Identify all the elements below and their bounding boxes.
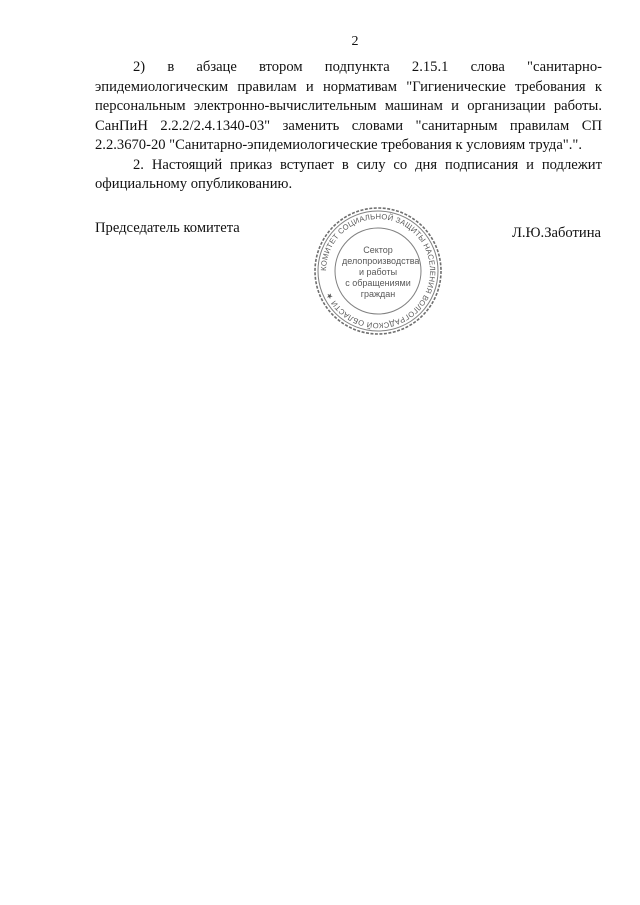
signatory-name: Л.Ю.Заботина (512, 225, 601, 241)
stamp-center-text (342, 245, 420, 300)
paragraph-amendment: 2) в абзаце втором подпункта 2.15.1 слова "санитарно-эпидемиологическим правилам и нормативам "Гигиенические требования к персональным электронно-вычислительным машинам и организации работы. СанПиН 2.2.2/2.4.1340-03" заменить словами "санитарным правилам СП 2.2.3670-20 "Санитарно-эпидемиологические требования к условиям труда".". (95, 59, 602, 153)
paragraph-effective-date: 2. Настоящий приказ вступает в силу со дня подписания и подлежит официальному опубликованию. (95, 156, 602, 192)
official-stamp (312, 205, 444, 337)
stamp-line: Сектор (363, 245, 393, 255)
stamp-line: граждан (360, 289, 396, 299)
stamp-line: и работы (358, 267, 398, 277)
stamp-ring-text: КОМИТЕТ СОЦИАЛЬНОЙ ЗАЩИТЫ НАСЕЛЕНИЯ ВОЛГОГРАДСКОЙ ОБЛАСТИ ★ (318, 211, 438, 331)
stamp-line: делопроизводства (342, 256, 420, 266)
stamp-line: с обращениями (345, 278, 411, 288)
signatory-title: Председатель комитета (95, 220, 240, 236)
page-number: 2 (351, 34, 359, 49)
document-body (95, 58, 602, 195)
